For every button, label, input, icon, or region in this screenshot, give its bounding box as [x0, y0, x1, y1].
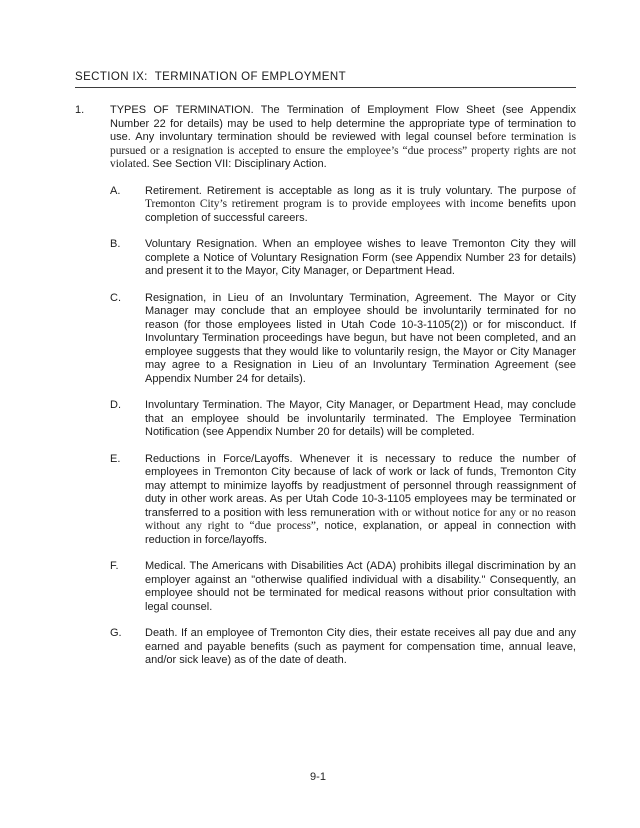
- text-run: with or without notice for any or no reason without any right to “due process”,: [145, 506, 576, 532]
- item-label: D.: [110, 399, 121, 411]
- text-run: Resignation, in Lieu of an Involuntary Termination, Agreement. The Mayor or City Manager may conclude that an employee should be involuntarily terminated for no reason (for those employees listed in Utah Code 10-3-1105(2)) or for misconduct. If Involuntary Termination proceedings have begun, but have not been completed, and an employee suggests that they would like to voluntarily resign, the Mayor or City Manager may agree to a Resignation in Lieu of an Involuntary Termination Agreement (see Appendix Number 24 for details).: [145, 291, 576, 385]
- item-label: G.: [110, 627, 122, 639]
- text-run: Involuntary Termination. The Mayor, City Manager, or Department Head, may conclude that an employee should be involuntarily terminated. The Employee Termination Notification (see Appendix Number 20 for details) will be completed.: [145, 399, 576, 438]
- text-run: Retirement. Retirement is acceptable as long as it is truly voluntary. The purpose: [145, 184, 567, 197]
- list-item: [110, 185, 576, 226]
- text-run: notice, explanation, or appeal in connection with reduction in force/layoffs.: [145, 520, 576, 546]
- text-run: TYPES OF TERMINATION. The Termination of Employment Flow Sheet (see Appendix Number 22 for details) may be used to help determine the appropriate type of termination to use. Any involuntary termination should be reviewed with legal counsel: [110, 104, 576, 143]
- text-run: Death. If an employee of Tremonton City dies, their estate receives all pay due and any earned and payable benefits (such as payment for compensation time, annual leave, and/or sick leave) as of the date of death.: [145, 627, 576, 666]
- text-run: See Section VII: Disciplinary Action.: [152, 158, 327, 170]
- text-run: Voluntary Resignation. When an employee wishes to leave Tremonton City they will complete a Notice of Voluntary Resignation Form (see Appendix Number 23 for details) and present it to the Mayor, City Manager, or Department Head.: [145, 238, 576, 277]
- list-item: [110, 238, 576, 279]
- text-run: before termination is pursued or a resignation is accepted to ensure the employee’s “due process” property rights are not violated.: [110, 131, 577, 170]
- item-label: E.: [110, 452, 121, 465]
- item-text: [145, 627, 576, 668]
- document-content: [75, 70, 576, 668]
- item-text: [145, 453, 576, 548]
- list-item: [110, 399, 576, 440]
- page-number: 9-1: [310, 771, 326, 783]
- item-label: C.: [110, 291, 121, 304]
- text-run: Reductions in Force/Layoffs. Whenever it is necessary to reduce the number of employees in Tremonton City because of lack of work or lack of funds, Tremonton City may attempt to minimize layoffs by readjustment of personnel through reassignment of duty in other work areas. As per Utah Code 10-3-1105 employees may be terminated or transferred to a position with less remuneration: [145, 452, 576, 519]
- item-text: [145, 292, 576, 387]
- document-body: [75, 104, 576, 668]
- text-run: benefits upon completion of successful careers.: [145, 198, 576, 224]
- item-label: F.: [110, 560, 119, 572]
- list-item: [110, 292, 576, 387]
- item-label: A.: [110, 184, 121, 197]
- item-label: B.: [110, 238, 121, 250]
- item-text: [145, 560, 576, 614]
- item-text: [110, 104, 576, 172]
- list-item: [110, 627, 576, 668]
- section-heading: SECTION IX: TERMINATION OF EMPLOYMENT: [75, 70, 576, 88]
- text-run: Medical. The Americans with Disabilities Act (ADA) prohibits illegal discrimination by an employer against an "otherwise qualified individual with a disability." Consequently, an employee should not be terminated for medical reasons without prior consultation with legal counsel.: [145, 560, 576, 613]
- item-text: [145, 238, 576, 279]
- list-item: [110, 453, 576, 548]
- item-text: [145, 399, 576, 440]
- item-label: 1.: [75, 104, 85, 116]
- item-text: [145, 185, 576, 226]
- list-item: [75, 104, 576, 172]
- text-run: of Tremonton City’s retirement program is to provide employees with income: [145, 184, 576, 210]
- list-item: [110, 560, 576, 614]
